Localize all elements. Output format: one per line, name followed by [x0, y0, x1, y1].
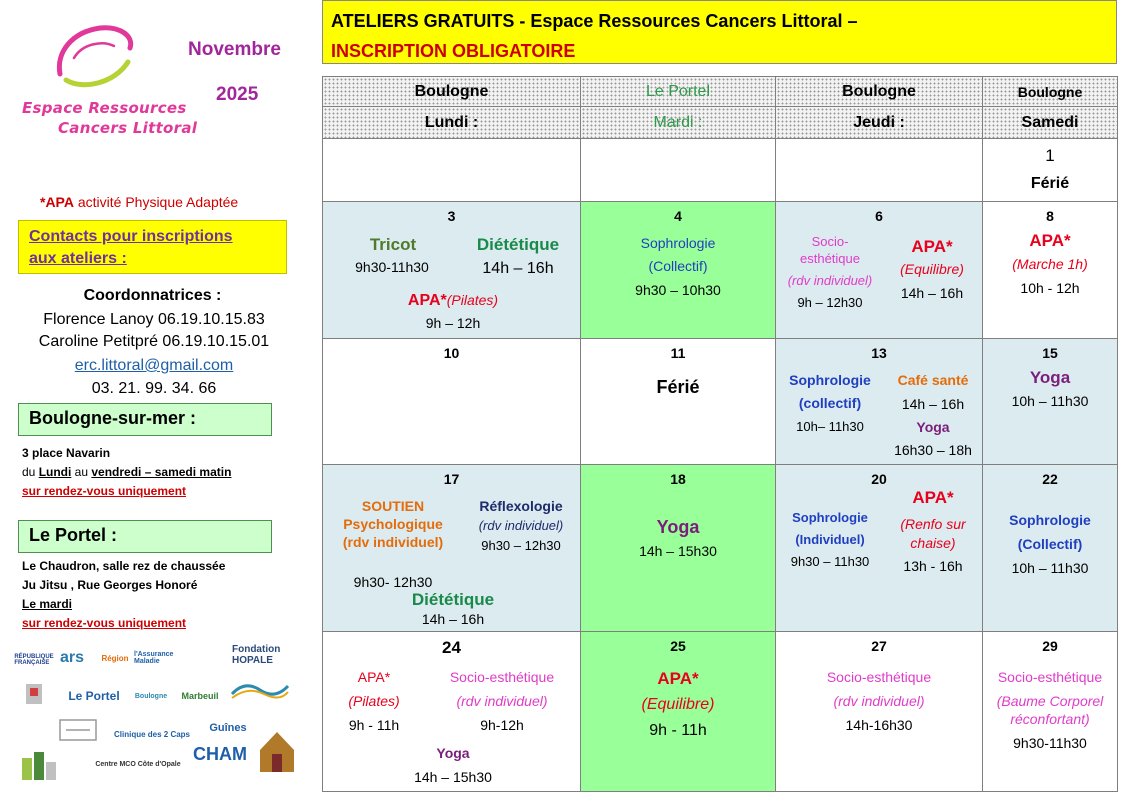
day-number: 27 [871, 638, 887, 654]
column-day-jeudi: Jeudi : [776, 107, 983, 139]
logo-mark [52, 22, 136, 92]
contacts-box [18, 220, 287, 274]
partner-logo-church [254, 730, 300, 774]
phone-number: 03. 21. 99. 34. 66 [91, 380, 217, 397]
activity-time: 14h – 16h [900, 285, 964, 301]
partner-logo-ars: ars [59, 649, 85, 666]
partner-logo-republique: RÉPUBLIQUE FRANÇAISE [14, 654, 54, 666]
activity-time: 13h - 16h [903, 558, 963, 574]
day-number: 3 [447, 208, 456, 224]
cell-empty [581, 139, 776, 202]
activity-time: 10h – 11h30 [1011, 560, 1089, 576]
activity-time: 9h30 – 10h30 [635, 282, 721, 298]
day-number: 24 [442, 638, 461, 657]
activity-socio-esthetique: Socio-esthétique [826, 669, 932, 685]
activity-time: 16h30 – 18h [894, 442, 972, 458]
day-number: 1 [1045, 146, 1055, 165]
contacts-line1: Contacts pour inscriptions [29, 228, 233, 245]
month-label: Novembre [188, 39, 281, 60]
activity-sub: (Individuel) [795, 532, 865, 547]
column-city-mardi: Le Portel [581, 77, 776, 107]
activity-sub: (rdv individuel) [787, 273, 873, 288]
activity-time: 10h - 12h [1020, 280, 1080, 296]
day-number: 13 [871, 345, 887, 361]
activity-time: 9h30 – 11h30 [790, 554, 870, 569]
activity-sub: (Equilibre) [900, 261, 964, 277]
activity-socio-esthetique: Socio-esthétique [997, 669, 1103, 685]
partner-logo-hopale: Fondation HOPALE [232, 644, 281, 666]
boulogne-appointment: sur rendez-vous uniquement [22, 484, 187, 498]
cell-day-4 [581, 202, 776, 339]
activity-sophrologie: Sophrologie [789, 372, 871, 388]
activity-time: 14h – 16h [482, 260, 554, 277]
partner-logo-boulogne: Boulogne [134, 692, 168, 700]
day-number: 17 [443, 471, 460, 487]
activity-time: 9h30 – 12h30 [481, 538, 561, 553]
logo-text-line2: Cancers Littoral [58, 119, 198, 137]
partner-logo-assurance: l'Assurance Maladie [134, 651, 174, 665]
activity-time: 10h– 11h30 [796, 419, 864, 434]
activity-time: 14h – 15h30 [639, 543, 717, 559]
day-number: 29 [1042, 638, 1058, 654]
activity-sub: (rdv individuel) [478, 518, 564, 533]
cell-day-25 [581, 632, 776, 792]
cell-day-22 [983, 465, 1118, 632]
activity-yoga: Yoga [656, 517, 700, 537]
activity-socio-esthetique: Socio- esthétique [800, 234, 860, 266]
cell-empty [776, 139, 983, 202]
activity-time: 10h – 11h30 [1011, 393, 1089, 409]
partner-logo-portel: Le Portel [68, 689, 120, 703]
boulogne-address: 3 place Navarin [22, 446, 111, 460]
activity-apa: APA*(Pilates) [407, 292, 499, 309]
activity-sub: (Baume Corporel réconfortant) [996, 693, 1104, 728]
activity-sub: (rdv individuel) [456, 693, 548, 709]
activity-time: 9h – 12h [425, 315, 481, 331]
activity-apa: APA* [912, 488, 954, 507]
activity-apa: APA* [1029, 231, 1071, 250]
activity-time: 14h – 16h [421, 611, 485, 627]
day-number: 8 [1046, 208, 1054, 224]
cell-day-11 [581, 339, 776, 465]
cell-day-18 [581, 465, 776, 632]
coordinator-2: Caroline Petitpré 06.19.10.15.01 [38, 333, 270, 350]
partner-logo-guines: Guînes [209, 722, 247, 734]
activity-time: 9h - 11h [649, 722, 707, 739]
cell-day-10 [323, 339, 581, 465]
cell-day-3 [323, 202, 581, 339]
portel-day: Le mardi [22, 597, 73, 611]
cell-day-17 [323, 465, 581, 632]
day-number: 20 [871, 471, 887, 487]
day-number: 11 [670, 345, 686, 361]
contacts-line2: aux ateliers : [29, 250, 127, 267]
activity-time: 9h30- 12h30 [353, 574, 433, 590]
activity-time: 9h30-11h30 [1013, 735, 1087, 751]
partner-logo-clinique: Clinique des 2 Caps [113, 729, 191, 739]
activity-yoga: Yoga [1029, 368, 1071, 387]
activity-sophrologie: Sophrologie [640, 235, 716, 251]
cell-day-27 [776, 632, 983, 792]
activity-apa: APA* [911, 237, 953, 256]
column-city-lundi: Boulogne [323, 77, 581, 107]
partner-logo-centre-hospitalier [58, 716, 98, 744]
portel-appointment: sur rendez-vous uniquement [22, 616, 187, 630]
email-link[interactable]: erc.littoral@gmail.com [74, 357, 234, 374]
activity-sub: (Collectif) [1017, 536, 1083, 552]
logo-text-line1: Espace Ressources [22, 99, 187, 117]
portel-title: Le Portel : [18, 520, 272, 553]
activity-time: 14h – 15h30 [414, 769, 492, 785]
day-number: 18 [670, 471, 686, 487]
day-number: 6 [875, 208, 883, 224]
partner-logo-mco: Centre MCO Côte d'Opale [95, 760, 181, 768]
boulogne-title: Boulogne-sur-mer : [18, 403, 272, 436]
holiday-label: Férié [1030, 175, 1070, 192]
activity-time: 9h - 11h [348, 717, 400, 733]
partner-logo-waves [230, 676, 290, 700]
cell-day-8 [983, 202, 1118, 339]
activity-sophrologie: Sophrologie [1009, 512, 1091, 528]
day-number: 4 [674, 208, 682, 224]
activity-reflexologie: Réflexologie [479, 498, 563, 514]
portel-address-2: Ju Jitsu , Rue Georges Honoré [22, 578, 198, 592]
coordinators-title: Coordonnatrices : [83, 287, 222, 304]
boulogne-hours: du Lundi au vendredi – samedi matin [22, 465, 232, 479]
header-title: ATELIERS GRATUITS - Espace Ressources Cancers Littoral – [331, 11, 858, 31]
activity-sub: (Renfo sur chaise) [900, 516, 966, 551]
activity-dietetique: Diététique [476, 235, 560, 254]
activity-dietetique: Diététique [411, 590, 495, 609]
cell-day-15 [983, 339, 1118, 465]
portel-address-1: Le Chaudron, salle rez de chaussée [22, 559, 226, 573]
activity-apa: APA* [357, 669, 391, 685]
cell-empty [323, 139, 581, 202]
holiday-label: Férié [656, 377, 700, 397]
activity-sub: (Marche 1h) [1012, 256, 1088, 272]
cell-day-29 [983, 632, 1118, 792]
day-number: 15 [1042, 345, 1058, 361]
column-city-samedi: Boulogne [983, 77, 1118, 107]
calendar-table [322, 76, 1118, 792]
column-day-mardi: Mardi : [581, 107, 776, 139]
activity-socio-esthetique: Socio-esthétique [449, 669, 555, 685]
year-label: 2025 [216, 84, 259, 105]
partner-logo-crest [22, 680, 46, 710]
activity-cafe-sante: Café santé [897, 372, 969, 388]
activity-sub: (Equilibre) [641, 696, 715, 713]
activity-time: 9h30-11h30 [355, 259, 429, 275]
activity-sub: (collectif) [798, 395, 862, 411]
day-number: 25 [670, 638, 686, 654]
activity-yoga: Yoga [916, 419, 950, 435]
day-number: 10 [443, 345, 460, 361]
activity-time: 9h-12h [480, 717, 524, 733]
cell-day-1 [983, 139, 1118, 202]
cell-day-13 [776, 339, 983, 465]
activity-sub: (Collectif) [648, 258, 708, 274]
day-number: 22 [1042, 471, 1058, 487]
column-day-samedi: Samedi [983, 107, 1118, 139]
header-subtitle: INSCRIPTION OBLIGATOIRE [331, 41, 576, 61]
column-day-lundi: Lundi : [323, 107, 581, 139]
activity-sub: (Pilates) [348, 693, 400, 709]
activity-sophrologie: Sophrologie [792, 510, 868, 525]
activity-time: 14h-16h30 [845, 717, 913, 733]
activity-apa: APA* [657, 669, 699, 688]
activity-soutien-psychologique: SOUTIEN Psychologique (rdv individuel) [342, 498, 444, 551]
activity-yoga: Yoga [436, 745, 470, 761]
partner-logo-region: Région [101, 653, 129, 663]
activity-tricot: Tricot [369, 235, 417, 254]
coordinator-1: Florence Lanoy 06.19.10.15.83 [43, 311, 265, 328]
partner-logo-marbeuil: Marbeuil [181, 691, 219, 701]
activity-time: 14h – 16h [901, 396, 965, 412]
column-city-jeudi: Boulogne [776, 77, 983, 107]
page-header [322, 0, 1117, 64]
activity-sub: (rdv individuel) [833, 693, 925, 709]
partner-logo-cham: CHAM [193, 743, 247, 764]
activity-time: 9h – 12h30 [797, 295, 863, 310]
cell-day-20 [776, 465, 983, 632]
partner-logo-green-mark [20, 750, 60, 782]
cell-day-6 [776, 202, 983, 339]
cell-day-24 [323, 632, 581, 792]
apa-footnote: *APA activité Physique Adaptée [40, 194, 239, 210]
